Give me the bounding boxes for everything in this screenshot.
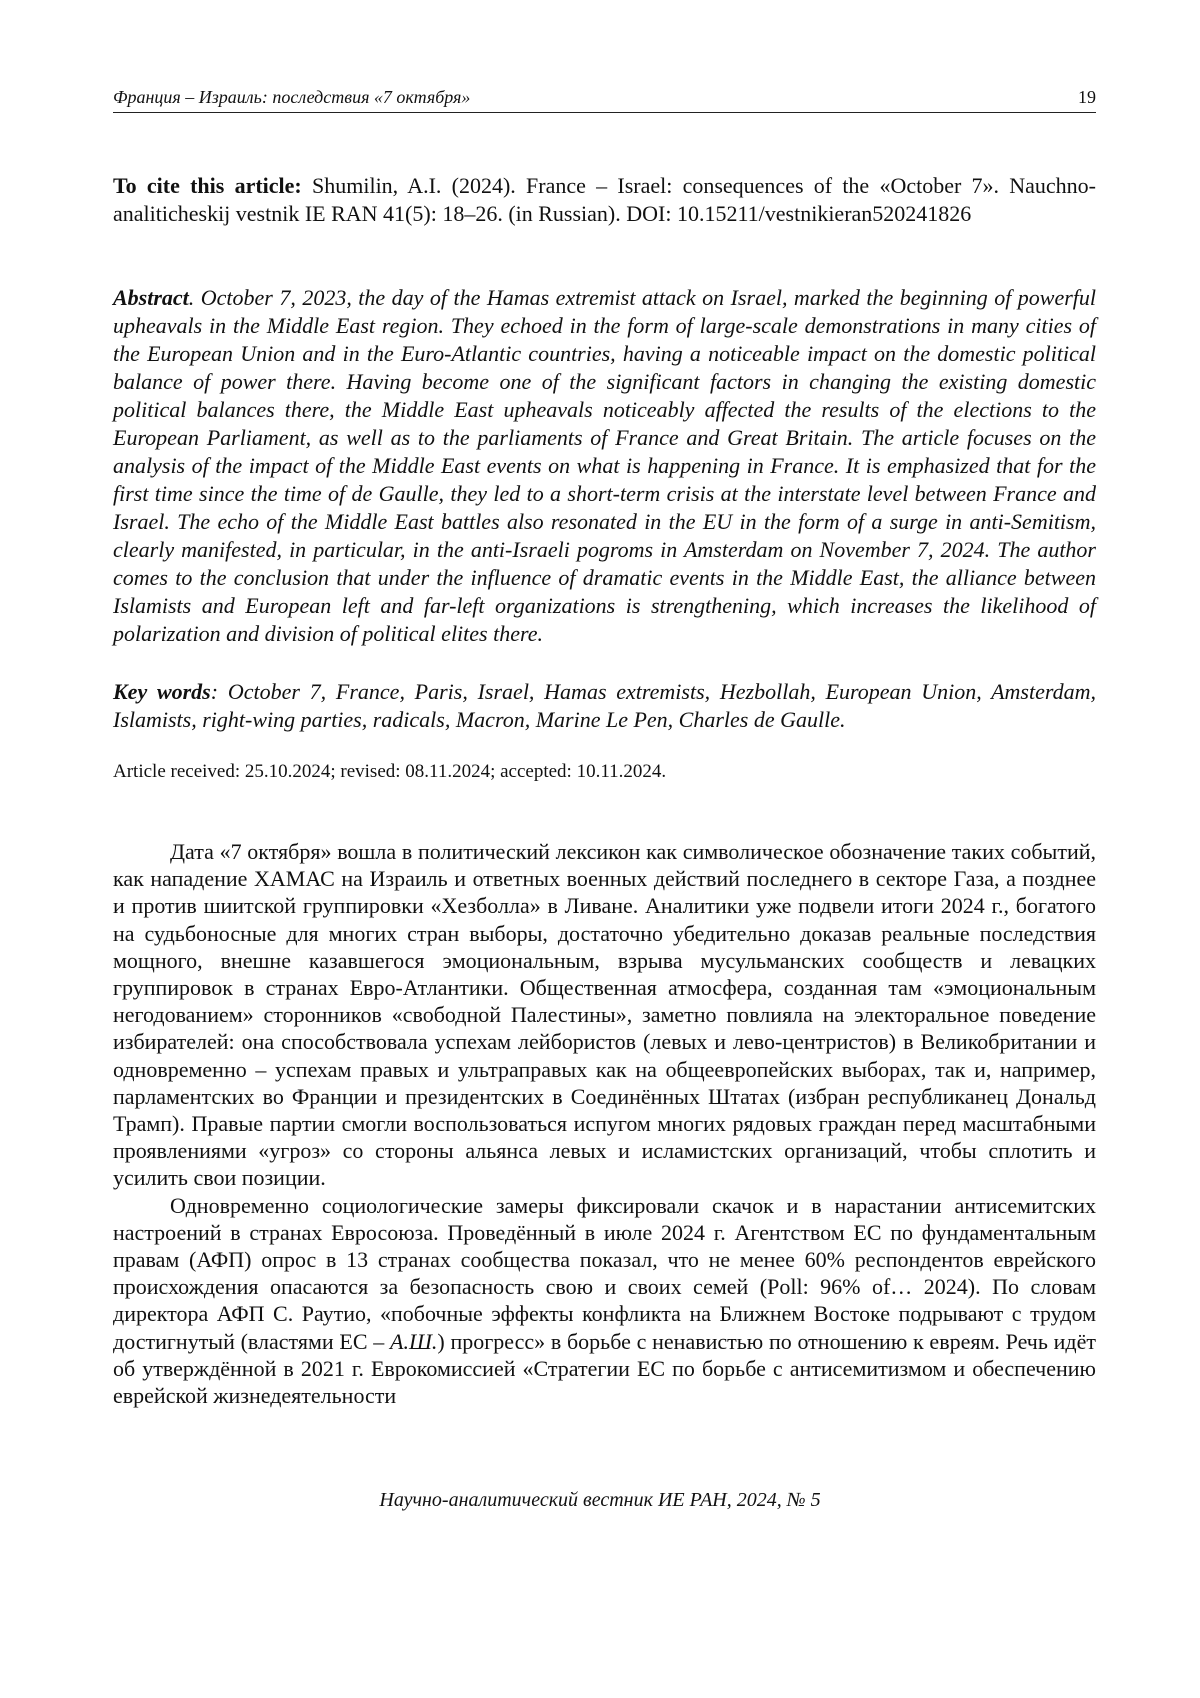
- page-number: 19: [1078, 87, 1096, 107]
- abstract-label: Abstract: [113, 285, 189, 310]
- keywords: Key words: October 7, France, Paris, Israel, Hamas extremists, Hezbollah, European Union, Amsterdam, Islamists, right-wing parties, radicals, Macron, Marine Le Pen, Charles de Gaulle.: [113, 679, 1097, 732]
- author-initials: А.Ш.: [390, 1328, 438, 1354]
- citation-text: Shumilin, A.I. (2024). France – Israel: consequences of the «October 7». Nauchno-analiticheskij vestnik IE RAN 41(5): 18–26. (in Russian). DOI: 10.15211/vestnikieran520241826: [113, 173, 1097, 226]
- keywords-label: Key words: [113, 679, 211, 704]
- abstract: Abstract. October 7, 2023, the day of the Hamas extremist attack on Israel, marked the beginning of powerful upheavals in the Middle East region. They echoed in the form of large-scale demonstrations in many cities of the European Union and in the Euro-Atlantic countries, having a noticeable impact on the domestic political balance of power there. Having become one of the significant factors in changing the existing domestic political balances there, the Middle East upheavals noticeably affected the results of the elections to the European Parliament, as well as to the parliaments of France and Great Britain. The article focuses on the analysis of the impact of the Middle East events on what is happening in France. It is emphasized that for the first time since the time of de Gaulle, they led to a short-term crisis at the interstate level between France and Israel. The echo of the Middle East battles also resonated in the EU in the form of a surge in anti-Semitism, clearly manifested, in particular, in the anti-Israeli pogroms in Amsterdam on November 7, 2024. The author comes to the conclusion that under the influence of dramatic events in the Middle East, the alliance between Islamists and European left and far-left organizations is strengthening, which increases the likelihood of polarization and division of political elites there.: [113, 285, 1097, 646]
- paragraph: Дата «7 октября» вошла в политический лексикон как символическое обозначение таких событий, как нападение ХАМАС на Израиль и ответных военных действий последнего в секторе Газа, а позднее и против шиитской группировки «Хезболла» в Ливане. Аналитики уже подвели итоги 2024 г., богатого на судьбоносные для многих стран выборы, достаточно убедительно доказав реальные последствия мощного, внешне казавшегося эмоциональным, взрыва мусульманских сообществ и левацких группировок в странах Евро-Атлантики. Общественная атмосфера, созданная там «эмоциональным негодованием» сторонников «свободной Палестины», заметно повлияла на электоральное поведение избирателей: она способствовала успехам лейбористов (левых и лево-центристов) в Великобритании и одновременно – успехам правых и ультраправых как на общеевропейских выборах, так и, например, парламентских во Франции и президентских в Соединённых Штатах (избран республиканец Дональд Трамп). Правые партии смогли воспользоваться испугом многих рядовых граждан перед масштабными проявлениями «угроз» со стороны альянса левых и исламистских организаций, чтобы сплотить и усилить свои позиции.: [113, 839, 1096, 1191]
- citation-label: To cite this article:: [113, 173, 302, 198]
- citation: [113, 172, 1096, 228]
- body-text: [113, 838, 1096, 1409]
- paragraph: [113, 1192, 1096, 1410]
- keywords-text: October 7, France, Paris, Israel, Hamas extremists, Hezbollah, European Union, Amsterdam, Islamists, right-wing parties, radicals, Macron, Marine Le Pen, Charles de Gaulle.: [113, 679, 1097, 732]
- abstract-text: October 7, 2023, the day of the Hamas extremist attack on Israel, marked the beginning of powerful upheavals in the Middle East region. They echoed in the form of large-scale demonstrations in many cities of the European Union and in the Euro-Atlantic countries, having a noticeable impact on the domestic political balance of power there. Having become one of the significant factors in changing the existing domestic political balances there, the Middle East upheavals noticeably affected the results of the elections to the European Parliament, as well as to the parliaments of France and Great Britain. The article focuses on the analysis of the impact of the Middle East events on what is happening in France. It is emphasized that for the first time since the time of de Gaulle, they led to a short-term crisis at the interstate level between France and Israel. The echo of the Middle East battles also resonated in the EU in the form of a surge in anti-Semitism, clearly manifested, in particular, in the anti-Israeli pogroms in Amsterdam on November 7, 2024. The author comes to the conclusion that under the influence of dramatic events in the Middle East, the alliance between Islamists and European left and far-left organizations is strengthening, which increases the likelihood of polarization and division of political elites there.: [113, 285, 1097, 646]
- article-dates: Article received: 25.10.2024; revised: 08.11.2024; accepted: 10.11.2024.: [113, 761, 667, 782]
- running-footer: Научно-аналитический вестник ИЕ РАН, 2024, № 5: [379, 1489, 821, 1511]
- running-header: [113, 86, 1096, 113]
- paragraph-text: Одновременно социологические замеры фиксировали скачок и в нарастании антисемитских настроений в странах Евросоюза. Проведённый в июле 2024 г. Агентством ЕС по фундаментальным правам (АФП) опрос в 13 странах сообщества показал, что не менее 60% респондентов еврейского происхождения опасаются за безопасность свою и своих семей (Poll: 96% of… 2024). По словам директора АФП С. Раутио, «побочные эффекты конфликта на Ближнем Востоке подрывают с трудом достигнутый (властями ЕС –: [113, 1192, 1096, 1354]
- paragraph-text: ) прогресс» в борьбе с ненавистью по отношению к евреям. Речь идёт об утверждённой в 2021 г. Еврокомиссией «Стратегии ЕС по борьбе с антисемитизмом и обеспечению еврейской жизнедеятельности: [113, 1328, 1096, 1409]
- running-title: Франция – Израиль: последствия «7 октября»: [113, 87, 471, 107]
